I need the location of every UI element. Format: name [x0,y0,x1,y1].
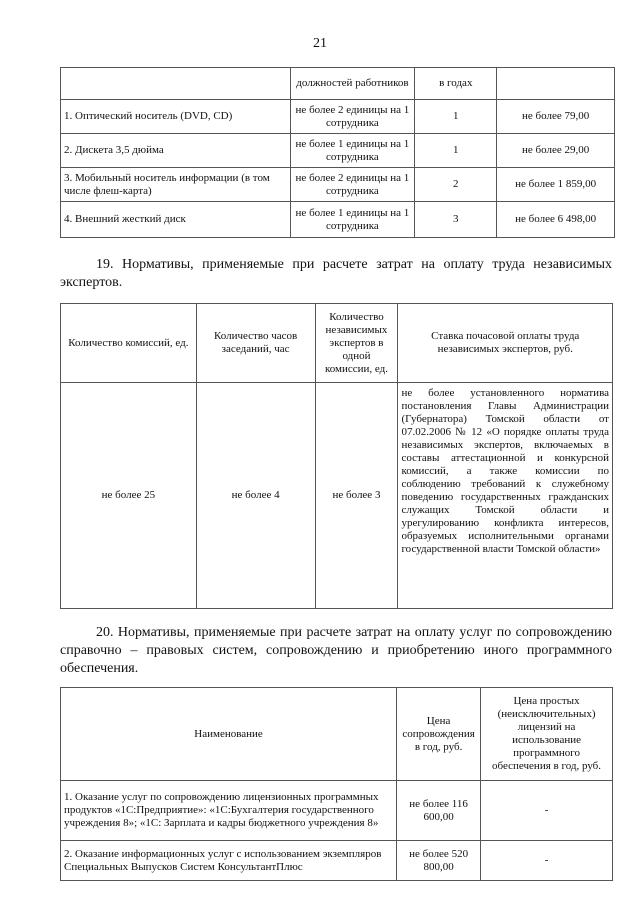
cell: не более 6 498,00 [497,202,615,238]
table-row [61,781,613,841]
cell: не более 29,00 [497,134,615,168]
header-cell [497,68,615,100]
cell: 1 [415,134,497,168]
cell: не более установленного норматива постановления Главы Администрации (Губернатора) Томской области от 07.02.2006 № 12 «О порядке оплаты труда независимых экспертов, включаемых в составы аттестационной и конкурсной комиссий, а также комиссии по соблюдению требований к служебному поведению государственных гражданских служащих Томской области и урегулированию конфликта интересов, образуемых исполнительными органами государственной власти Томской области» [398,383,613,609]
header-cell: Количество часов заседаний, час [196,304,315,383]
cell: не более 1 859,00 [497,168,615,202]
experts-table [60,303,613,609]
cell: не более 25 [61,383,197,609]
table-row [61,100,615,134]
cell: не более 3 [315,383,398,609]
header-cell: Цена сопровождения в год, руб. [397,688,481,781]
cell: 4. Внешний жесткий диск [61,202,291,238]
cell: не более 520 800,00 [397,841,481,881]
cell: 2 [415,168,497,202]
header-cell: Количество независимых экспертов в одной комиссии, ед. [315,304,398,383]
cell: 1 [415,100,497,134]
header-cell [61,68,291,100]
table-row [61,168,615,202]
cell: не более 1 единицы на 1 сотрудника [290,134,415,168]
table-row [61,383,613,609]
section-20-heading: 20. Нормативы, применяемые при расчете затрат на оплату услуг по сопровождению справочно – правовых систем, сопровождению и приобретению иного программного обеспечения. [60,625,612,676]
cell: - [481,781,613,841]
header-cell: Ставка почасовой оплаты труда независимых экспертов, руб. [398,304,613,383]
cell: не более 2 единицы на 1 сотрудника [290,168,415,202]
cell: - [481,841,613,881]
header-cell: Количество комиссий, ед. [61,304,197,383]
header-cell: Цена простых (неисключительных) лицензий на использование программного обеспечения в год, руб. [481,688,613,781]
table-row [61,841,613,881]
section-19-heading: 19. Нормативы, применяемые при расчете затрат на оплату труда независимых экспертов. [60,257,612,290]
table-header-row [61,68,615,100]
page-number: 21 [313,36,327,51]
cell: не более 116 600,00 [397,781,481,841]
cell: 3 [415,202,497,238]
cell: не более 4 [196,383,315,609]
table-header-row [61,304,613,383]
storage-media-table [60,67,615,238]
header-cell: Наименование [61,688,397,781]
cell: не более 1 единицы на 1 сотрудника [290,202,415,238]
cell: 2. Дискета 3,5 дюйма [61,134,291,168]
cell: не более 2 единицы на 1 сотрудника [290,100,415,134]
cell: 1. Оптический носитель (DVD, CD) [61,100,291,134]
table-header-row [61,688,613,781]
header-cell: должностей работников [290,68,415,100]
table-row [61,202,615,238]
table-row [61,134,615,168]
cell: 1. Оказание услуг по сопровождению лицензионных программных продуктов «1С:Предприятие»: «1С:Бухгалтерия государственного учреждения 8»; «1С: Зарплата и кадры бюджетного учреждения 8» [61,781,397,841]
cell: не более 79,00 [497,100,615,134]
software-table [60,687,613,881]
cell: 2. Оказание информационных услуг с использованием экземпляров Специальных Выпусков Систем КонсультантПлюс [61,841,397,881]
cell: 3. Мобильный носитель информации (в том числе флеш-карта) [61,168,291,202]
header-cell: в годах [415,68,497,100]
